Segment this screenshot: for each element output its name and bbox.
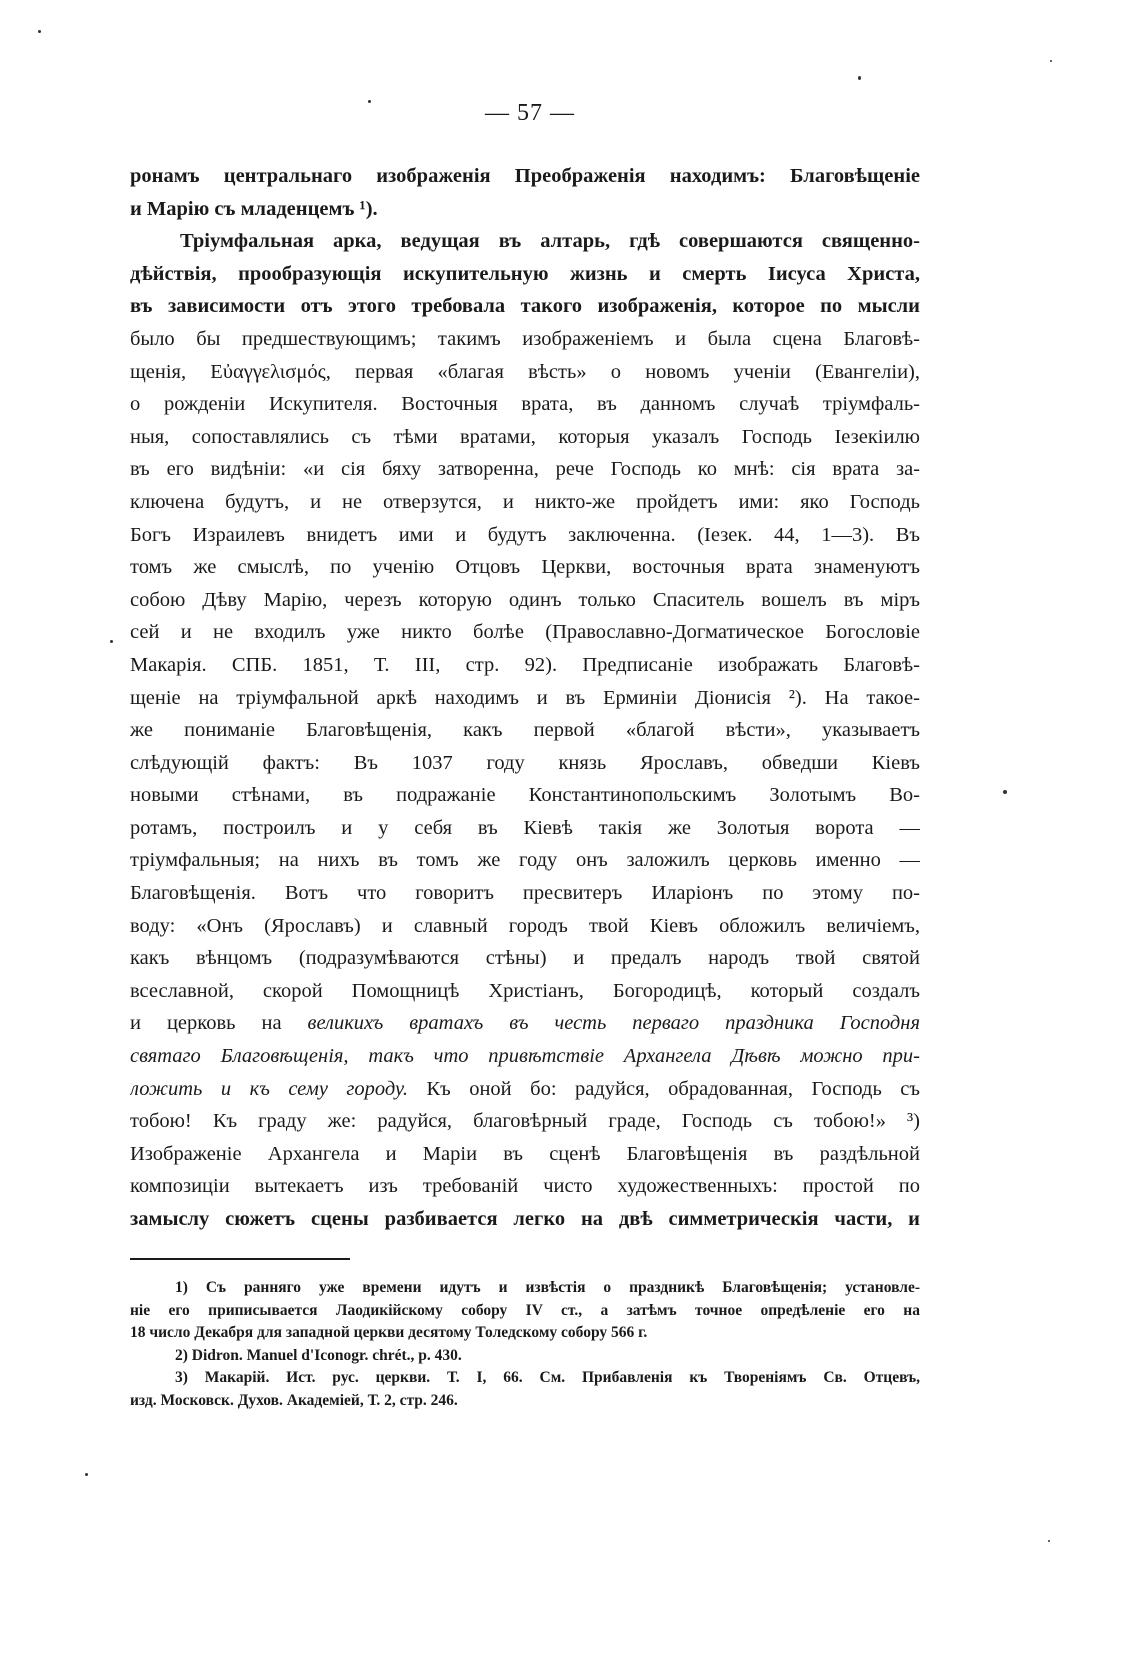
text-line: собою Дѣву Марію, черезъ которую одинъ только Спаситель вошелъ въ міръ — [130, 588, 920, 611]
scan-speck — [38, 30, 41, 33]
text-line: слѣдующій фактъ: Въ 1037 году князь Ярославъ, обведши Кіевъ — [130, 751, 920, 774]
text-line: тріумфальныя; на нихъ въ томъ же году онъ заложилъ церковь именно — — [130, 849, 920, 872]
text-line: ключена будутъ, и не отверзутся, и никто-же пройдетъ ими: яко Господь — [130, 490, 920, 513]
text-line: дѣйствія, прообразующія искупительную жизнь и смерть Іисуса Христа, — [130, 262, 920, 285]
text-normal: Къ оной бо: радуйся, обрадованная, Господь съ — [407, 1077, 920, 1100]
text-line: Макарія. СПБ. 1851, Т. III, стр. 92). Предписаніе изображать Благовѣ- — [130, 653, 920, 676]
text-line: новыми стѣнами, въ подражаніе Константинопольскимъ Золотымъ Во- — [130, 784, 920, 807]
footnote-line: 1) Съ ранняго уже времени идутъ и извѣстія о праздникѣ Благовѣщенія; установле- — [175, 1279, 920, 1296]
text-line: воду: «Онъ (Ярославъ) и славный городъ твой Кіевъ обложилъ величіемъ, — [130, 914, 920, 937]
text-line-mixed — [130, 1073, 920, 1106]
text-line: томъ же смыслѣ, по ученію Отцовъ Церкви, восточныя врата знаменуютъ — [130, 556, 920, 579]
text-line: щенія, Εὐαγγελισμός, первая «благая вѣсть» о новомъ ученіи (Евангеліи), — [130, 360, 920, 383]
text-line: Тріумфальная арка, ведущая въ алтарь, гдѣ совершаются священно- — [180, 230, 920, 253]
text-line: о рожденіи Искупителя. Восточныя врата, въ данномъ случаѣ тріумфаль- — [130, 393, 920, 416]
text-line: Изображеніе Архангела и Маріи въ сценѣ Благовѣщенія въ раздѣльной — [130, 1142, 920, 1165]
text-line: въ зависимости отъ этого требовала такого изображенія, которое по мысли — [130, 295, 920, 318]
footnote-line: 18 число Декабря для западной церкви десятому Толедскому собору 566 г. — [130, 1324, 648, 1341]
text-line: въ его видѣніи: «и сія бяху затворенна, рече Господь ко мнѣ: сія врата за- — [130, 458, 920, 481]
footnote-line: изд. Московск. Духов. Академіей, Т. 2, стр. 246. — [130, 1391, 458, 1409]
text-line: какъ вѣнцомъ (подразумѣваются стѣны) и предалъ народъ твой святой — [130, 947, 920, 970]
text-line-italic: святаго Благовѣщенія, такъ что привѣтствіе Архангела Дѣвѣ можно при- — [130, 1045, 920, 1068]
text-line: щеніе на тріумфальной аркѣ находимъ и въ Ерминіи Діонисія ²). На такое- — [130, 686, 920, 709]
scan-speck — [110, 640, 113, 643]
text-line: композиціи вытекаетъ изъ требованій чисто художественныхъ: простой по — [130, 1175, 920, 1198]
text-normal: и церковь на — [130, 1012, 308, 1035]
scan-speck — [1050, 60, 1052, 62]
scan-speck — [858, 76, 861, 80]
text-line: и Марію съ младенцемъ ¹). — [130, 197, 378, 220]
text-line: же пониманіе Благовѣщенія, какъ первой «благой вѣсти», указываетъ — [130, 719, 920, 742]
text-line-mixed — [130, 1007, 920, 1040]
text-line: было бы предшествующимъ; такимъ изображеніемъ и была сцена Благовѣ- — [130, 327, 920, 350]
text-italic: великихъ вратахъ въ честь перваго праздника Господня — [307, 1012, 920, 1035]
text-line: Богъ Израилевъ внидетъ ими и будутъ заключенна. (Іезек. 44, 1—3). Въ — [130, 523, 920, 546]
text-line: ныя, сопоставлялись съ тѣми вратами, которыя указалъ Господь Іезекіилю — [130, 425, 920, 448]
text-line: Благовѣщенія. Вотъ что говоритъ пресвитеръ Иларіонъ по этому по- — [130, 882, 920, 905]
scan-speck — [1048, 1540, 1050, 1542]
footnote-line: 3) Макарій. Ист. рус. церкви. Т. I, 66. См. Прибавленія къ Твореніямъ Св. Отцевъ, — [175, 1369, 920, 1386]
scan-speck — [1003, 790, 1007, 794]
footnote-line: 2) Didron. Manuel d'Iconogr. chrét., p. 430. — [175, 1346, 462, 1364]
text-line: сей и не входилъ уже никто болѣе (Православно-Догматическое Богословіе — [130, 621, 920, 644]
text-line: замыслу сюжетъ сцены разбивается легко на двѣ симметрическія части, и — [130, 1208, 920, 1230]
text-line: тобою! Къ граду же: радуйся, благовѣрный граде, Господь съ тобою!» ³) — [130, 1110, 920, 1133]
text-line: ронамъ центральнаго изображенія Преображенія находимъ: Благовѣщеніе — [130, 165, 920, 187]
text-line: всеславной, скорой Помощницѣ Христіанъ, Богородицѣ, который создалъ — [130, 979, 920, 1002]
body-text — [130, 160, 920, 1236]
text-line: ротамъ, построилъ и у себя въ Кіевѣ такія же Золотыя ворота — — [130, 816, 920, 839]
text-italic: ложить и къ сему городу. — [130, 1077, 408, 1100]
footnotes — [130, 1277, 920, 1412]
scan-speck — [85, 1473, 88, 1476]
page-number: — 57 — — [485, 100, 575, 126]
footnote-line: ніе его приписывается Лаодикійскому собору IV ст., а затѣмъ точное опредѣленіе его на — [130, 1301, 920, 1319]
scan-speck — [368, 100, 371, 103]
footnote-divider — [130, 1258, 350, 1260]
